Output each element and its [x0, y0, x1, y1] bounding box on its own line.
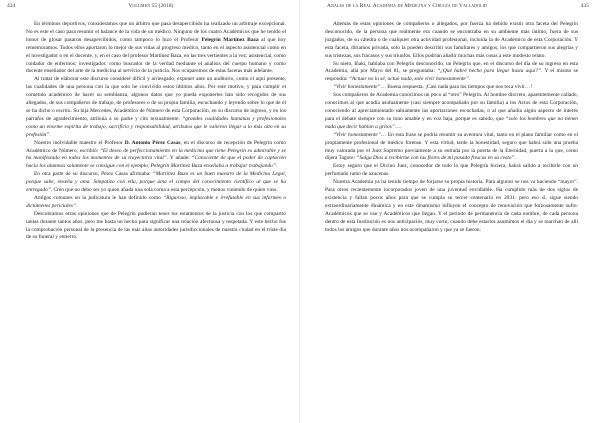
- paragraph: [26, 140, 286, 172]
- text-run: . Creo que no debo ser yo quien añada una sola coma a esta percepción, y menos viniendo de quien vino.: [50, 187, 278, 194]
- left-running-head: Volumen 55 (2018): [128, 3, 174, 9]
- text-run: … Buena respuesta. ¡Casi nada para los tiempos que nos toca vivir…!: [380, 84, 533, 91]
- left-page-number: 434: [7, 3, 16, 9]
- text-run: al que hoy rememoramos. Todos ellos aportaron lo mejor de sus vidas al progreso médico, tanto en el aspecto asistencial como en el investigador o en el docente, y, en el caso del profesor Martínez Baza, en las tres vertientes a la vez: asistencial, como cuidador de enfermos; investigador, como buscador de la verdad mediante el análisis del cuerpo humano y como docente enseñador del arte de la medicina al servicio de la justicia. Nos ocuparemos de estas facetas más adelante.: [26, 36, 286, 75]
- italic-quote: “Riguroso, implacable e irrefutable en sus informes o dictámenes periciales”: [26, 194, 286, 209]
- page-gutter: [299, 0, 300, 423]
- right-page-number: 435: [580, 3, 589, 9]
- text-run: En términos deportivos, consideramos que un árbitro que pasa desapercibido ha realizado un arbitraje excepcional. No es este el caso para resumir el balance de la vida de un médico. Ninguno de los cuatro Académicos que he tenido el honor de glosar pasaron desapercibidos, como tampoco lo hizo el Profesor: [26, 21, 286, 43]
- text-run: Nuestro inolvidable maestro el Profesor: [34, 139, 125, 146]
- italic-quote: “Consciente de que el poder de captación hacia los alumnos solamente se consigue con el ejemplo, Pelegrín Martínez Baza enseñaba a trabajar trabajando”: [26, 155, 286, 170]
- text-run: .: [76, 202, 78, 209]
- text-run: .: [49, 131, 51, 138]
- paragraph: [325, 84, 578, 92]
- paragraph: [325, 132, 578, 164]
- text-run: En otra parte de su discurso, Pérez Casas afirmaba:: [34, 171, 153, 178]
- italic-quote: “Martínez Baza es un buen maestro de la Medicina Legal, porque sabe, enseña y ama. Simpatiza con ella, porque ama el campo del conocimiento científico al que se ha entregado”: [26, 171, 286, 194]
- text-run: .: [275, 163, 278, 170]
- left-page: [6, 0, 296, 423]
- italic-quote: “El deseo de perfeccionamiento en la medicina que tiene Pelegrín es admirable y se ha manifestado en todos los momentos de su trayectoria vital”: [26, 147, 286, 162]
- text-run: Amigos comunes en la judicatura le han definido como: [34, 194, 164, 201]
- paragraph: [325, 61, 578, 85]
- italic-quote: “Vivir honestamente”: [333, 84, 381, 91]
- paragraph: [26, 195, 286, 211]
- right-running-head: Anales de la Real Academia de Medicina y Cirugía de Valladolid: [327, 3, 488, 9]
- text-run: Descubramos otras opiniones que de Pelegrín pudieran tener los estamentos de la justicia con los que compartió tantas durante tantos años, pero me basta un hecho para significar una relación afectuosa y respetada. Y este hecho fue la comprobación personal de la presencia de las más altas autoridades jurisdiccionales de nuestra ciudad en el triste día de su funeral y entierro.: [26, 210, 286, 241]
- text-run: Además de estas opiniones de compañeros o allegados, por fuerza ha debido existir otra faceta del Pelegrín desconocido, de la persona que realmente era cuando se encontraba en su ambiente más íntimo, fuera de sus juzgados, de su cátedra o de cualquier otra actividad profesional, incluida la de Académico de esta Corporación. Y esta faceta, diríamos privada, solo la pueden describir sus familiares y amigos, los que compartieron sus alegrías y sus tristezas, sus fracasos y sus triunfos. Ellos podrían añadir muchas más cosas a este modesto relato.: [325, 21, 578, 59]
- text-run: Al tratar de elaborar este discurso consideré difícil y arriesgado, exponer ante un auditorio, como el aquí presente, las cualidades de una persona con la que solo he convivido estos últimos años. Por este motivo, y para cumplir el cometido académico de hacer su semblanza, algunos datos que yo pueda exponerles han sido recogidos de sus allegados, de sus compañeros de trabajo, de profesores o de su propia familia, escuchando y leyendo sobre lo que de él se ha dicho o escrito. Su hija Mercedes, Académico de Número de esta Corporación, en su discurso de ingreso, y en los párrafos de agradecimiento, atribuía a su padre y cito textualmente:: [26, 76, 286, 122]
- text-run: Su nieto, Iñaki, hablaba con Pelegrín desconocido, un Pelegrín que, en el discurso del día de su ingreso en esta Academia, allá por Mayo del 81, se preguntaba:: [325, 60, 578, 75]
- italic-quote: “grandes cualidades humanas y profesionales como un enorme espíritu de trabajo, sacrificio y responsabilidad, atributos que le valieron llegar a lo más alto en su profesión”: [26, 115, 286, 138]
- paragraph: [325, 163, 578, 179]
- left-page-body: [26, 21, 286, 242]
- paragraph: [26, 171, 286, 195]
- text-run: … En esta frase se podría resumir su aventura vital, tanto en el plano familiar como en el propiamente profesional de médico forense. Y esta virtud, tarde la honestidad, seguro que habrá sido una prueba muy valorada por el Juez Supremo previamente a su entrada por la puerta de la Eternidad, puerta a la que, como dijera Tagore:: [325, 131, 578, 162]
- right-page-header: [305, 3, 595, 12]
- paragraph: [325, 21, 578, 61]
- italic-quote: “solo los hombres que no tienen nada que decir hablan a gritos”: [325, 115, 579, 130]
- text-run: Sus compañeros de Academia conocimos un poco al “otro” Pelegrín. Al hombre discreto, aparentemente callado, conocimos al que acudía asiduamente (casi siempre acompañado por su familia) a los Actos de esta Corporación, conociendo al apreciamientado sabiamente las aportaciones escuchadas, o al que añadía algún aspecto de interés para el debate siempre con su tono amable y en voz baja, porque es sabido, que: [325, 92, 578, 122]
- paragraph: [325, 92, 578, 132]
- text-run: Estoy seguro que el Divino Juez, conocedor de todo lo que Pelegrín hiciera, habrá salido a recibirle con un perfumado ramo de azucenas.: [325, 163, 578, 178]
- text-run: .: [468, 76, 471, 83]
- italic-quote: “Vivir honestamente”: [333, 131, 381, 138]
- text-run: , en el discurso de recepción de Pelegrín como Académico de Número, escribió:: [26, 139, 287, 154]
- bold-name: Pelegrín Martínez Baza: [201, 36, 259, 43]
- right-page: [305, 0, 595, 423]
- paragraph: [26, 21, 286, 76]
- right-page-body: [325, 21, 578, 234]
- text-run: . Y el mismo se respondía:: [325, 68, 579, 83]
- paragraph: [325, 179, 578, 234]
- left-page-header: [6, 3, 296, 12]
- text-run: . Y añade:: [166, 155, 192, 162]
- italic-quote: “Salga Dios a recibirme con las flores de mi pasado frescas en su cesto”: [356, 155, 515, 162]
- paragraph: [26, 76, 286, 139]
- italic-quote: “¿Qué habré hecho para llegar hasta aquí?”: [437, 68, 542, 75]
- italic-quote: “Actuar no lo sé, actuó nada, solo vivir honestamente”: [348, 76, 469, 83]
- text-run: Nuestra Academia ya ha tenido tiempo de forjarse su propia historia. Para algunos se nos va haciendo “mayor”. Para otros recientemente incorporados joven de una juventud envidiable. Ha cumplido más de dos siglos de existencia y faltan pocos años para que se cumpla su tercer centenario en 2031: pero eso sí, sigue siendo extraordinariamente dinámica y en este dinamismo influyen el concepto de renovación que forzosamente sufre. Académicos que se van y Académicos que llegan. Y el periodo de permanencia de cada nombre, de cada persona dentro de esta Institución es nos anticipaciós, muy corto, cuando debe estarlos asumimos el día y se marchan de allí todos los amigos que durante años nos acompañaron y que ya se fueron.: [325, 179, 578, 233]
- text-run: ….: [394, 123, 402, 130]
- paragraph: [26, 211, 286, 243]
- text-run: .: [514, 155, 516, 162]
- bold-name: D. Antonio Pérez Casas: [124, 139, 181, 146]
